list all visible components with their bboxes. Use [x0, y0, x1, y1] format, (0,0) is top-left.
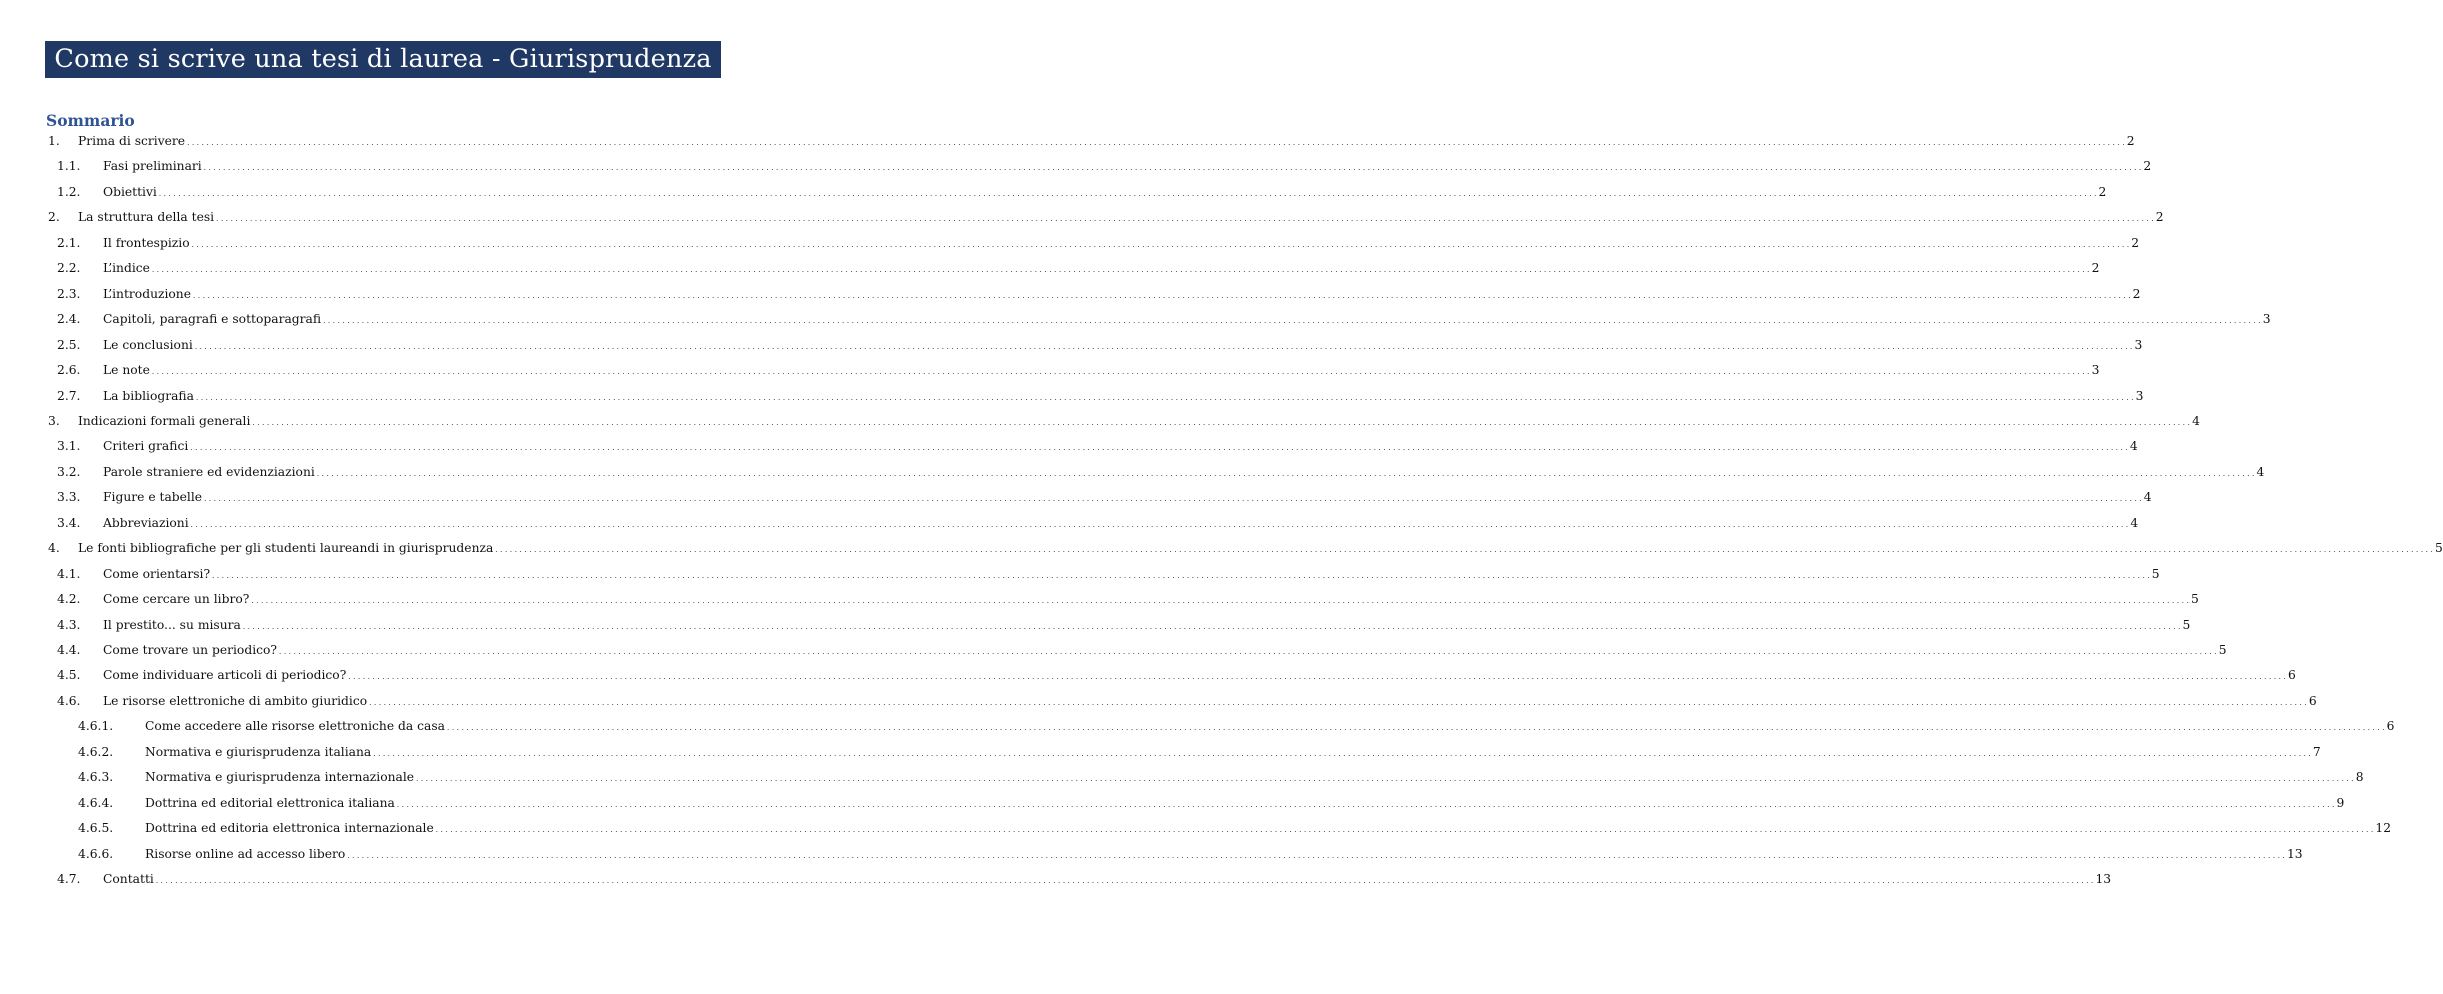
toc-entry[interactable]: [57, 564, 2160, 582]
toc-entry-page: 7: [2312, 744, 2321, 759]
toc-entry-label: L’introduzione: [103, 286, 192, 301]
toc-entry-page: 13: [2095, 872, 2112, 887]
toc-entry-page: 8: [2355, 770, 2364, 785]
toc-entry-number: 4.6.: [57, 693, 81, 708]
toc-entry-page: 4: [2130, 515, 2139, 530]
toc-entry-number: 4.6.1.: [78, 719, 114, 734]
toc-entry-label: La bibliografia: [103, 388, 194, 403]
toc-entry-label: Come accedere alle risorse elettroniche da casa: [145, 719, 446, 734]
toc-dot-leader: . . . . . . . . . . . . . . . . . . . . . . . . . . . . . . . . . . . . . . . . . . . . . . . . . . . . . . . . . . . . . . . . . . . . . . . . . . . . . . . . . . . . . . . . . . . . . . . . . . . . . . . . . . . . . . . . . . . . . . . . . . . . . . . . . . . . . . . . . . . . . . . . . . . . . . . . . . . . . . . . . . . . . . . . . . . . . . . . . . . . . . . . . . . . . . . . . . . . . . . . . . . . . . . . . . . . . . . . . . . . . . . . . . . . . . . . . . . . . . . . . . . . . . . . . . . . . . . . . . . . . . . . . . . . . . . . . . . . . . . . . . . . . . . . . . . . . . . . . . . . . . . . . . . . . . . . . . . . . . . . . . . . . . . . . . . . . . . . . . . . . . . . . . . . . . . . . . . . . . . . . . . . . . . . . . . . . . . . . . . . . . . . . . . . . . . . . . . . . . . .: [216, 215, 2154, 224]
toc-entry-page: 2: [2131, 235, 2140, 250]
toc-entry-number: 4.4.: [57, 643, 81, 657]
toc-dot-leader: . . . . . . . . . . . . . . . . . . . . . . . . . . . . . . . . . . . . . . . . . . . . . . . . . . . . . . . . . . . . . . . . . . . . . . . . . . . . . . . . . . . . . . . . . . . . . . . . . . . . . . . . . . . . . . . . . . . . . . . . . . . . . . . . . . . . . . . . . . . . . . . . . . . . . . . . . . . . . . . . . . . . . . . . . . . . . . . . . . . . . . . . . . . . . . . . . . . . . . . . . . . . . . . . . . . . . . . . . . . . . . . . . . . . . . . . . . . . . . . . . . . . . . . . . . . . . . . . . . . . . . . . . . . . . . . . . . . . . . . . . . . . . . . . . . . . . . . . . . . . . . . . . . . . . . . . . . . . . . . . . . . . . . . . . . . . . . . . . . . . . . . . . . . . . . . . . . . . . . . . . . . . . . . . . . . . . . . . . . . . . . . . . . . . . . . . . . . . . . . .: [347, 851, 2285, 860]
toc-entry-label: L’indice: [103, 261, 150, 276]
toc-entry-label: Il frontespizio: [103, 235, 190, 250]
toc-dot-leader: . . . . . . . . . . . . . . . . . . . . . . . . . . . . . . . . . . . . . . . . . . . . . . . . . . . . . . . . . . . . . . . . . . . . . . . . . . . . . . . . . . . . . . . . . . . . . . . . . . . . . . . . . . . . . . . . . . . . . . . . . . . . . . . . . . . . . . . . . . . . . . . . . . . . . . . . . . . . . . . . . . . . . . . . . . . . . . . . . . . . . . . . . . . . . . . . . . . . . . . . . . . . . . . . . . . . . . . . . . . . . . . . . . . . . . . . . . . . . . . . . . . . . . . . . . . . . . . . . . . . . . . . . . . . . . . . . . . . . . . . . . . . . . . . . . . . . . . . . . . . . . . . . . . . . . . . . . . . . . . . . . . . . . . . . . . . . . . . . . . . . . . . . . . . . . . . . . . . . . . . . . . . . . . . . . . . . . . . . . . . . . . . . . . . . . . . . . . . . . . .: [193, 291, 2131, 300]
toc-entry-page: 6: [2386, 719, 2395, 734]
toc-entry-page: 2: [2091, 261, 2100, 276]
toc-dot-leader: . . . . . . . . . . . . . . . . . . . . . . . . . . . . . . . . . . . . . . . . . . . . . . . . . . . . . . . . . . . . . . . . . . . . . . . . . . . . . . . . . . . . . . . . . . . . . . . . . . . . . . . . . . . . . . . . . . . . . . . . . . . . . . . . . . . . . . . . . . . . . . . . . . . . . . . . . . . . . . . . . . . . . . . . . . . . . . . . . . . . . . . . . . . . . . . . . . . . . . . . . . . . . . . . . . . . . . . . . . . . . . . . . . . . . . . . . . . . . . . . . . . . . . . . . . . . . . . . . . . . . . . . . . . . . . . . . . . . . . . . . . . . . . . . . . . . . . . . . . . . . . . . . . . . . . . . . . . . . . . . . . . . . . . . . . . . . . . . . . . . . . . . . . . . . . . . . . . . . . . . . . . . . . . . . . . . . . . . . . . . . . . . . . . . . . . . . . . . . . . .: [155, 877, 2094, 886]
toc-entry-number: 2.3.: [57, 286, 81, 301]
toc-entry-number: 4.6.4.: [78, 795, 114, 810]
toc-entry-number: 4.2.: [57, 592, 81, 607]
toc-dot-leader: . . . . . . . . . . . . . . . . . . . . . . . . . . . . . . . . . . . . . . . . . . . . . . . . . . . . . . . . . . . . . . . . . . . . . . . . . . . . . . . . . . . . . . . . . . . . . . . . . . . . . . . . . . . . . . . . . . . . . . . . . . . . . . . . . . . . . . . . . . . . . . . . . . . . . . . . . . . . . . . . . . . . . . . . . . . . . . . . . . . . . . . . . . . . . . . . . . . . . . . . . . . . . . . . . . . . . . . . . . . . . . . . . . . . . . . . . . . . . . . . . . . . . . . . . . . . . . . . . . . . . . . . . . . . . . . . . . . . . . . . . . . . . . . . . . . . . . . . . . . . . . . . . . . . . . . . . . . . . . . . . . . . . . . . . . . . . . . . . . . . . . . . . . . . . . . . . . . . . . . . . . . . . . . . . . . . . . . . . . . . . . . . . . . . . . . . . . . . . . . .: [252, 418, 2191, 427]
toc-entry-label: Fasi preliminari: [103, 159, 202, 174]
toc-entry[interactable]: [57, 462, 2265, 480]
toc-entry-number: 2.2.: [57, 261, 81, 276]
toc-entry[interactable]: [57, 233, 2140, 251]
toc-entry[interactable]: [78, 844, 2303, 862]
toc-entry-label: Come trovare un periodico?: [103, 643, 278, 657]
toc-dot-leader: . . . . . . . . . . . . . . . . . . . . . . . . . . . . . . . . . . . . . . . . . . . . . . . . . . . . . . . . . . . . . . . . . . . . . . . . . . . . . . . . . . . . . . . . . . . . . . . . . . . . . . . . . . . . . . . . . . . . . . . . . . . . . . . . . . . . . . . . . . . . . . . . . . . . . . . . . . . . . . . . . . . . . . . . . . . . . . . . . . . . . . . . . . . . . . . . . . . . . . . . . . . . . . . . . . . . . . . . . . . . . . . . . . . . . . . . . . . . . . . . . . . . . . . . . . . . . . . . . . . . . . . . . . . . . . . . . . . . . . . . . . . . . . . . . . . . . . . . . . . . . . . . . . . . . . . . . . . . . . . . . . . . . . . . . . . . . . . . . . . . . . . . . . . . . . . . . . . . . . . . . . . . . . . . . . . . . . . . . . . . . . . . . . . . . . . . . . . . . . . .: [203, 164, 2142, 173]
toc-dot-leader: . . . . . . . . . . . . . . . . . . . . . . . . . . . . . . . . . . . . . . . . . . . . . . . . . . . . . . . . . . . . . . . . . . . . . . . . . . . . . . . . . . . . . . . . . . . . . . . . . . . . . . . . . . . . . . . . . . . . . . . . . . . . . . . . . . . . . . . . . . . . . . . . . . . . . . . . . . . . . . . . . . . . . . . . . . . . . . . . . . . . . . . . . . . . . . . . . . . . . . . . . . . . . . . . . . . . . . . . . . . . . . . . . . . . . . . . . . . . . . . . . . . . . . . . . . . . . . . . . . . . . . . . . . . . . . . . . . . . . . . . . . . . . . . . . . . . . . . . . . . . . . . . . . . . . . . . . . . . . . . . . . . . . . . . . . . . . . . . . . . . . . . . . . . . . . . . . . . . . . . . . . . . . . . . . . . . . . . . . . . . . . . . . . . . . . . . . . . . . . . .: [151, 368, 2090, 377]
toc-entry-label: Risorse online ad accesso libero: [145, 846, 346, 861]
toc-entry-number: 4.6.6.: [78, 846, 114, 861]
toc-entry-page: 5: [2182, 617, 2191, 632]
toc-entry[interactable]: [57, 284, 2141, 302]
toc-entry-label: Il prestito... su misura: [103, 617, 241, 632]
toc-entry-number: 3.4.: [57, 515, 81, 530]
toc-entry-page: 3: [2091, 363, 2100, 378]
toc-entry-label: Come individuare articoli di periodico?: [103, 668, 347, 683]
toc-entry[interactable]: [48, 131, 2135, 149]
toc-entry[interactable]: [57, 869, 2112, 887]
toc-dot-leader: . . . . . . . . . . . . . . . . . . . . . . . . . . . . . . . . . . . . . . . . . . . . . . . . . . . . . . . . . . . . . . . . . . . . . . . . . . . . . . . . . . . . . . . . . . . . . . . . . . . . . . . . . . . . . . . . . . . . . . . . . . . . . . . . . . . . . . . . . . . . . . . . . . . . . . . . . . . . . . . . . . . . . . . . . . . . . . . . . . . . . . . . . . . . . . . . . . . . . . . . . . . . . . . . . . . . . . . . . . . . . . . . . . . . . . . . . . . . . . . . . . . . . . . . . . . . . . . . . . . . . . . . . . . . . . . . . . . . . . . . . . . . . . . . . . . . . . . . . . . . . . . . . . . . . . . . . . . . . . . . . . . . . . . . . . . . . . . . . . . . . . . . . . . . . . . . . . . . . . . . . . . . . . . . . . . . . . . . . . . . . . . . . . . . . . . . . . . . . . . .: [495, 546, 2433, 555]
toc-entry-label: Parole straniere ed evidenziazioni: [103, 464, 315, 479]
toc-entry-label: Prima di scrivere: [78, 134, 186, 148]
toc-entry-label: Normativa e giurisprudenza italiana: [145, 744, 372, 759]
toc-entry-page: 2: [2155, 210, 2164, 225]
toc-entry-page: 6: [2308, 693, 2317, 708]
toc-entry-page: 3: [2262, 312, 2271, 327]
toc-entry-number: 4.6.3.: [78, 770, 114, 785]
toc-entry-page: 5: [2434, 541, 2443, 556]
toc-entry[interactable]: [78, 767, 2364, 785]
toc-entry-page: 2: [2143, 159, 2152, 174]
toc-entry-number: 2.4.: [57, 312, 81, 327]
toc-entry[interactable]: [57, 436, 2138, 454]
toc-entry-label: Come cercare un libro?: [103, 592, 250, 607]
toc-dot-leader: . . . . . . . . . . . . . . . . . . . . . . . . . . . . . . . . . . . . . . . . . . . . . . . . . . . . . . . . . . . . . . . . . . . . . . . . . . . . . . . . . . . . . . . . . . . . . . . . . . . . . . . . . . . . . . . . . . . . . . . . . . . . . . . . . . . . . . . . . . . . . . . . . . . . . . . . . . . . . . . . . . . . . . . . . . . . . . . . . . . . . . . . . . . . . . . . . . . . . . . . . . . . . . . . . . . . . . . . . . . . . . . . . . . . . . . . . . . . . . . . . . . . . . . . . . . . . . . . . . . . . . . . . . . . . . . . . . . . . . . . . . . . . . . . . . . . . . . . . . . . . . . . . . . . . . . . . . . . . . . . . . . . . . . . . . . . . . . . . . . . . . . . . . . . . . . . . . . . . . . . . . . . . . . . . . . . . . . . . . . . . . . . . . . . . . . . . . . . . . . .: [187, 139, 2125, 147]
toc-entry-number: 4.6.5.: [78, 821, 114, 836]
toc-entry[interactable]: [57, 691, 2317, 709]
toc-entry-page: 4: [2143, 490, 2152, 505]
toc-dot-leader: . . . . . . . . . . . . . . . . . . . . . . . . . . . . . . . . . . . . . . . . . . . . . . . . . . . . . . . . . . . . . . . . . . . . . . . . . . . . . . . . . . . . . . . . . . . . . . . . . . . . . . . . . . . . . . . . . . . . . . . . . . . . . . . . . . . . . . . . . . . . . . . . . . . . . . . . . . . . . . . . . . . . . . . . . . . . . . . . . . . . . . . . . . . . . . . . . . . . . . . . . . . . . . . . . . . . . . . . . . . . . . . . . . . . . . . . . . . . . . . . . . . . . . . . . . . . . . . . . . . . . . . . . . . . . . . . . . . . . . . . . . . . . . . . . . . . . . . . . . . . . . . . . . . . . . . . . . . . . . . . . . . . . . . . . . . . . . . . . . . . . . . . . . . . . . . . . . . . . . . . . . . . . . . . . . . . . . . . . . . . . . . . . . . . . . . . . . . . . . . .: [194, 342, 2133, 351]
toc-entry-number: 2.5.: [57, 337, 81, 352]
toc-entry[interactable]: [57, 589, 2199, 607]
toc-dot-leader: . . . . . . . . . . . . . . . . . . . . . . . . . . . . . . . . . . . . . . . . . . . . . . . . . . . . . . . . . . . . . . . . . . . . . . . . . . . . . . . . . . . . . . . . . . . . . . . . . . . . . . . . . . . . . . . . . . . . . . . . . . . . . . . . . . . . . . . . . . . . . . . . . . . . . . . . . . . . . . . . . . . . . . . . . . . . . . . . . . . . . . . . . . . . . . . . . . . . . . . . . . . . . . . . . . . . . . . . . . . . . . . . . . . . . . . . . . . . . . . . . . . . . . . . . . . . . . . . . . . . . . . . . . . . . . . . . . . . . . . . . . . . . . . . . . . . . . . . . . . . . . . . . . . . . . . . . . . . . . . . . . . . . . . . . . . . . . . . . . . . . . . . . . . . . . . . . . . . . . . . . . . . . . . . . . . . . . . . . . . . . . . . . . . . . . . . . . . . . . . .: [251, 597, 2189, 606]
toc-entry-number: 3.3.: [57, 490, 81, 505]
toc-entry[interactable]: [57, 156, 2152, 174]
toc-entry-page: 3: [2134, 337, 2143, 352]
toc-entry-number: 4.: [48, 541, 60, 556]
toc-entry-page: 5: [2218, 643, 2227, 657]
toc-heading: Sommario: [46, 111, 135, 130]
toc-entry-page: 3: [2135, 388, 2144, 403]
toc-dot-leader: . . . . . . . . . . . . . . . . . . . . . . . . . . . . . . . . . . . . . . . . . . . . . . . . . . . . . . . . . . . . . . . . . . . . . . . . . . . . . . . . . . . . . . . . . . . . . . . . . . . . . . . . . . . . . . . . . . . . . . . . . . . . . . . . . . . . . . . . . . . . . . . . . . . . . . . . . . . . . . . . . . . . . . . . . . . . . . . . . . . . . . . . . . . . . . . . . . . . . . . . . . . . . . . . . . . . . . . . . . . . . . . . . . . . . . . . . . . . . . . . . . . . . . . . . . . . . . . . . . . . . . . . . . . . . . . . . . . . . . . . . . . . . . . . . . . . . . . . . . . . . . . . . . . . . . . . . . . . . . . . . . . . . . . . . . . . . . . . . . . . . . . . . . . . . . . . . . . . . . . . . . . . . . . . . . . . . . . . . . . . . . . . . . . . . . . . . . . . . . . .: [416, 775, 2354, 784]
toc-dot-leader: . . . . . . . . . . . . . . . . . . . . . . . . . . . . . . . . . . . . . . . . . . . . . . . . . . . . . . . . . . . . . . . . . . . . . . . . . . . . . . . . . . . . . . . . . . . . . . . . . . . . . . . . . . . . . . . . . . . . . . . . . . . . . . . . . . . . . . . . . . . . . . . . . . . . . . . . . . . . . . . . . . . . . . . . . . . . . . . . . . . . . . . . . . . . . . . . . . . . . . . . . . . . . . . . . . . . . . . . . . . . . . . . . . . . . . . . . . . . . . . . . . . . . . . . . . . . . . . . . . . . . . . . . . . . . . . . . . . . . . . . . . . . . . . . . . . . . . . . . . . . . . . . . . . . . . . . . . . . . . . . . . . . . . . . . . . . . . . . . . . . . . . . . . . . . . . . . . . . . . . . . . . . . . . . . . . . . . . . . . . . . . . . . . . . . . . . . . . . . . . .: [435, 826, 2374, 835]
toc-entry-page: 4: [2129, 439, 2138, 454]
toc-entry[interactable]: [57, 335, 2143, 353]
toc-entry-number: 4.7.: [57, 872, 81, 887]
toc-entry-page: 5: [2191, 592, 2199, 607]
toc-entry-label: Dottrina ed editorial elettronica italiana: [145, 795, 395, 810]
toc-entry[interactable]: [57, 487, 2152, 505]
toc-entry-page: 4: [2192, 413, 2200, 428]
toc-entry[interactable]: [57, 182, 2107, 200]
toc-entry[interactable]: [48, 538, 2443, 556]
toc-dot-leader: . . . . . . . . . . . . . . . . . . . . . . . . . . . . . . . . . . . . . . . . . . . . . . . . . . . . . . . . . . . . . . . . . . . . . . . . . . . . . . . . . . . . . . . . . . . . . . . . . . . . . . . . . . . . . . . . . . . . . . . . . . . . . . . . . . . . . . . . . . . . . . . . . . . . . . . . . . . . . . . . . . . . . . . . . . . . . . . . . . . . . . . . . . . . . . . . . . . . . . . . . . . . . . . . . . . . . . . . . . . . . . . . . . . . . . . . . . . . . . . . . . . . . . . . . . . . . . . . . . . . . . . . . . . . . . . . . . . . . . . . . . . . . . . . . . . . . . . . . . . . . . . . . . . . . . . . . . . . . . . . . . . . . . . . . . . . . . . . . . . . . . . . . . . . . . . . . . . . . . . . . . . . . . . . . . . . . . . . . . . . . . . . . . . . . . . . . . . . . . . .: [195, 393, 2134, 402]
toc-entry[interactable]: [57, 360, 2100, 378]
toc-dot-leader: . . . . . . . . . . . . . . . . . . . . . . . . . . . . . . . . . . . . . . . . . . . . . . . . . . . . . . . . . . . . . . . . . . . . . . . . . . . . . . . . . . . . . . . . . . . . . . . . . . . . . . . . . . . . . . . . . . . . . . . . . . . . . . . . . . . . . . . . . . . . . . . . . . . . . . . . . . . . . . . . . . . . . . . . . . . . . . . . . . . . . . . . . . . . . . . . . . . . . . . . . . . . . . . . . . . . . . . . . . . . . . . . . . . . . . . . . . . . . . . . . . . . . . . . . . . . . . . . . . . . . . . . . . . . . . . . . . . . . . . . . . . . . . . . . . . . . . . . . . . . . . . . . . . . . . . . . . . . . . . . . . . . . . . . . . . . . . . . . . . . . . . . . . . . . . . . . . . . . . . . . . . . . . . . . . . . . . . . . . . . . . . . . . . . . . . . . . . . . . . .: [204, 495, 2142, 504]
toc-entry-label: Capitoli, paragrafi e sottoparagrafi: [103, 312, 322, 327]
toc-entry-label: Criteri grafici: [103, 439, 189, 454]
toc-entry[interactable]: [78, 742, 2321, 760]
toc-entry-number: 1.: [48, 134, 60, 148]
toc-dot-leader: . . . . . . . . . . . . . . . . . . . . . . . . . . . . . . . . . . . . . . . . . . . . . . . . . . . . . . . . . . . . . . . . . . . . . . . . . . . . . . . . . . . . . . . . . . . . . . . . . . . . . . . . . . . . . . . . . . . . . . . . . . . . . . . . . . . . . . . . . . . . . . . . . . . . . . . . . . . . . . . . . . . . . . . . . . . . . . . . . . . . . . . . . . . . . . . . . . . . . . . . . . . . . . . . . . . . . . . . . . . . . . . . . . . . . . . . . . . . . . . . . . . . . . . . . . . . . . . . . . . . . . . . . . . . . . . . . . . . . . . . . . . . . . . . . . . . . . . . . . . . . . . . . . . . . . . . . . . . . . . . . . . . . . . . . . . . . . . . . . . . . . . . . . . . . . . . . . . . . . . . . . . . . . . . . . . . . . . . . . . . . . . . . . . . . . . . . . . . . . . .: [323, 317, 2261, 326]
toc-dot-leader: . . . . . . . . . . . . . . . . . . . . . . . . . . . . . . . . . . . . . . . . . . . . . . . . . . . . . . . . . . . . . . . . . . . . . . . . . . . . . . . . . . . . . . . . . . . . . . . . . . . . . . . . . . . . . . . . . . . . . . . . . . . . . . . . . . . . . . . . . . . . . . . . . . . . . . . . . . . . . . . . . . . . . . . . . . . . . . . . . . . . . . . . . . . . . . . . . . . . . . . . . . . . . . . . . . . . . . . . . . . . . . . . . . . . . . . . . . . . . . . . . . . . . . . . . . . . . . . . . . . . . . . . . . . . . . . . . . . . . . . . . . . . . . . . . . . . . . . . . . . . . . . . . . . . . . . . . . . . . . . . . . . . . . . . . . . . . . . . . . . . . . . . . . . . . . . . . . . . . . . . . . . . . . . . . . . . . . . . . . . . . . . . . . . . . . . . . . . . . . . .: [369, 698, 2307, 707]
toc-entry-label: La struttura della tesi: [78, 210, 215, 225]
toc-entry-number: 1.1.: [57, 159, 81, 174]
toc-dot-leader: . . . . . . . . . . . . . . . . . . . . . . . . . . . . . . . . . . . . . . . . . . . . . . . . . . . . . . . . . . . . . . . . . . . . . . . . . . . . . . . . . . . . . . . . . . . . . . . . . . . . . . . . . . . . . . . . . . . . . . . . . . . . . . . . . . . . . . . . . . . . . . . . . . . . . . . . . . . . . . . . . . . . . . . . . . . . . . . . . . . . . . . . . . . . . . . . . . . . . . . . . . . . . . . . . . . . . . . . . . . . . . . . . . . . . . . . . . . . . . . . . . . . . . . . . . . . . . . . . . . . . . . . . . . . . . . . . . . . . . . . . . . . . . . . . . . . . . . . . . . . . . . . . . . . . . . . . . . . . . . . . . . . . . . . . . . . . . . . . . . . . . . . . . . . . . . . . . . . . . . . . . . . . . . . . . . . . . . . . . . . . . . . . . . . . . . . . . . . . . . .: [348, 673, 2286, 682]
toc-entry[interactable]: [57, 258, 2100, 276]
toc-entry-label: Indicazioni formali generali: [78, 413, 251, 428]
toc-entry[interactable]: [57, 309, 2271, 327]
toc-entry-page: 5: [2151, 566, 2160, 581]
toc-dot-leader: . . . . . . . . . . . . . . . . . . . . . . . . . . . . . . . . . . . . . . . . . . . . . . . . . . . . . . . . . . . . . . . . . . . . . . . . . . . . . . . . . . . . . . . . . . . . . . . . . . . . . . . . . . . . . . . . . . . . . . . . . . . . . . . . . . . . . . . . . . . . . . . . . . . . . . . . . . . . . . . . . . . . . . . . . . . . . . . . . . . . . . . . . . . . . . . . . . . . . . . . . . . . . . . . . . . . . . . . . . . . . . . . . . . . . . . . . . . . . . . . . . . . . . . . . . . . . . . . . . . . . . . . . . . . . . . . . . . . . . . . . . . . . . . . . . . . . . . . . . . . . . . . . . . . . . . . . . . . . . . . . . . . . . . . . . . . . . . . . . . . . . . . . . . . . . . . . . . . . . . . . . . . . . . . . . . . . . . . . . . . . . . . . . . . . . . . . . . . . . . .: [396, 800, 2335, 809]
toc-entry-label: Le fonti bibliografiche per gli studenti laureandi in giurisprudenza: [78, 541, 494, 556]
toc-entry-page: 4: [2256, 464, 2265, 479]
toc-entry-number: 1.2.: [57, 184, 81, 199]
toc-entry[interactable]: [78, 818, 2392, 836]
toc-entry-page: 6: [2287, 668, 2296, 683]
toc-entry-label: Contatti: [103, 872, 154, 887]
toc-entry-number: 2.1.: [57, 235, 81, 250]
toc-dot-leader: . . . . . . . . . . . . . . . . . . . . . . . . . . . . . . . . . . . . . . . . . . . . . . . . . . . . . . . . . . . . . . . . . . . . . . . . . . . . . . . . . . . . . . . . . . . . . . . . . . . . . . . . . . . . . . . . . . . . . . . . . . . . . . . . . . . . . . . . . . . . . . . . . . . . . . . . . . . . . . . . . . . . . . . . . . . . . . . . . . . . . . . . . . . . . . . . . . . . . . . . . . . . . . . . . . . . . . . . . . . . . . . . . . . . . . . . . . . . . . . . . . . . . . . . . . . . . . . . . . . . . . . . . . . . . . . . . . . . . . . . . . . . . . . . . . . . . . . . . . . . . . . . . . . . . . . . . . . . . . . . . . . . . . . . . . . . . . . . . . . . . . . . . . . . . . . . . . . . . . . . . . . . . . . . . . . . . . . . . . . . . . . . . . . . . . . . . . . . . . . .: [316, 469, 2255, 478]
toc-entry-number: 4.3.: [57, 617, 81, 632]
toc-entry-page: 2: [2098, 184, 2107, 199]
toc-entry[interactable]: [57, 615, 2191, 633]
toc-entry-number: 4.6.2.: [78, 744, 114, 759]
toc-entry[interactable]: [48, 207, 2164, 225]
toc-entry-number: 4.1.: [57, 566, 81, 581]
toc-entry-page: 2: [2132, 286, 2141, 301]
toc-entry-page: 2: [2126, 134, 2135, 148]
toc-entry-number: 4.5.: [57, 668, 81, 683]
toc-entry-number: 2.: [48, 210, 60, 225]
toc-dot-leader: . . . . . . . . . . . . . . . . . . . . . . . . . . . . . . . . . . . . . . . . . . . . . . . . . . . . . . . . . . . . . . . . . . . . . . . . . . . . . . . . . . . . . . . . . . . . . . . . . . . . . . . . . . . . . . . . . . . . . . . . . . . . . . . . . . . . . . . . . . . . . . . . . . . . . . . . . . . . . . . . . . . . . . . . . . . . . . . . . . . . . . . . . . . . . . . . . . . . . . . . . . . . . . . . . . . . . . . . . . . . . . . . . . . . . . . . . . . . . . . . . . . . . . . . . . . . . . . . . . . . . . . . . . . . . . . . . . . . . . . . . . . . . . . . . . . . . . . . . . . . . . . . . . . . . . . . . . . . . . . . . . . . . . . . . . . . . . . . . . . . . . . . . . . . . . . . . . . . . . . . . . . . . . . . . . . . . . . . . . . . . . . . . . . . . . . . . . . . . . . .: [190, 520, 2129, 529]
toc-entry[interactable]: [78, 793, 2345, 811]
toc-entry-number: 3.2.: [57, 464, 81, 479]
toc-dot-leader: . . . . . . . . . . . . . . . . . . . . . . . . . . . . . . . . . . . . . . . . . . . . . . . . . . . . . . . . . . . . . . . . . . . . . . . . . . . . . . . . . . . . . . . . . . . . . . . . . . . . . . . . . . . . . . . . . . . . . . . . . . . . . . . . . . . . . . . . . . . . . . . . . . . . . . . . . . . . . . . . . . . . . . . . . . . . . . . . . . . . . . . . . . . . . . . . . . . . . . . . . . . . . . . . . . . . . . . . . . . . . . . . . . . . . . . . . . . . . . . . . . . . . . . . . . . . . . . . . . . . . . . . . . . . . . . . . . . . . . . . . . . . . . . . . . . . . . . . . . . . . . . . . . . . . . . . . . . . . . . . . . . . . . . . . . . . . . . . . . . . . . . . . . . . . . . . . . . . . . . . . . . . . . . . . . . . . . . . . . . . . . . . . . . . . . . . . . . . . . . .: [242, 622, 2181, 631]
toc-entry[interactable]: [57, 640, 2227, 658]
toc-entry-number: 2.7.: [57, 388, 81, 403]
toc-entry-label: Abbreviazioni: [103, 515, 189, 530]
toc-entry-number: 2.6.: [57, 363, 81, 378]
toc-entry[interactable]: [78, 716, 2395, 734]
toc-entry-label: Figure e tabelle: [103, 490, 203, 505]
toc-dot-leader: . . . . . . . . . . . . . . . . . . . . . . . . . . . . . . . . . . . . . . . . . . . . . . . . . . . . . . . . . . . . . . . . . . . . . . . . . . . . . . . . . . . . . . . . . . . . . . . . . . . . . . . . . . . . . . . . . . . . . . . . . . . . . . . . . . . . . . . . . . . . . . . . . . . . . . . . . . . . . . . . . . . . . . . . . . . . . . . . . . . . . . . . . . . . . . . . . . . . . . . . . . . . . . . . . . . . . . . . . . . . . . . . . . . . . . . . . . . . . . . . . . . . . . . . . . . . . . . . . . . . . . . . . . . . . . . . . . . . . . . . . . . . . . . . . . . . . . . . . . . . . . . . . . . . . . . . . . . . . . . . . . . . . . . . . . . . . . . . . . . . . . . . . . . . . . . . . . . . . . . . . . . . . . . . . . . . . . . . . . . . . . . . . . . . . . . . . . . . . . . .: [190, 444, 2128, 453]
toc-entry-label: Le risorse elettroniche di ambito giuridico: [103, 693, 368, 708]
toc-entry-number: 3.1.: [57, 439, 81, 454]
toc-entry-label: Normativa e giurisprudenza internazionale: [145, 770, 415, 785]
toc-dot-leader: . . . . . . . . . . . . . . . . . . . . . . . . . . . . . . . . . . . . . . . . . . . . . . . . . . . . . . . . . . . . . . . . . . . . . . . . . . . . . . . . . . . . . . . . . . . . . . . . . . . . . . . . . . . . . . . . . . . . . . . . . . . . . . . . . . . . . . . . . . . . . . . . . . . . . . . . . . . . . . . . . . . . . . . . . . . . . . . . . . . . . . . . . . . . . . . . . . . . . . . . . . . . . . . . . . . . . . . . . . . . . . . . . . . . . . . . . . . . . . . . . . . . . . . . . . . . . . . . . . . . . . . . . . . . . . . . . . . . . . . . . . . . . . . . . . . . . . . . . . . . . . . . . . . . . . . . . . . . . . . . . . . . . . . . . . . . . . . . . . . . . . . . . . . . . . . . . . . . . . . . . . . . . . . . . . . . . . . . . . . . . . . . . . . . . . . . . . . . . . . .: [158, 189, 2097, 198]
toc-entry[interactable]: [48, 411, 2200, 429]
toc-entry-label: Le conclusioni: [103, 337, 193, 352]
toc-entry-label: Dottrina ed editoria elettronica internazionale: [145, 821, 434, 836]
toc-entry[interactable]: [57, 386, 2144, 404]
toc-entry[interactable]: [57, 513, 2139, 531]
toc-entry-number: 3.: [48, 413, 60, 428]
toc-entry-page: 9: [2336, 795, 2345, 810]
toc-dot-leader: . . . . . . . . . . . . . . . . . . . . . . . . . . . . . . . . . . . . . . . . . . . . . . . . . . . . . . . . . . . . . . . . . . . . . . . . . . . . . . . . . . . . . . . . . . . . . . . . . . . . . . . . . . . . . . . . . . . . . . . . . . . . . . . . . . . . . . . . . . . . . . . . . . . . . . . . . . . . . . . . . . . . . . . . . . . . . . . . . . . . . . . . . . . . . . . . . . . . . . . . . . . . . . . . . . . . . . . . . . . . . . . . . . . . . . . . . . . . . . . . . . . . . . . . . . . . . . . . . . . . . . . . . . . . . . . . . . . . . . . . . . . . . . . . . . . . . . . . . . . . . . . . . . . . . . . . . . . . . . . . . . . . . . . . . . . . . . . . . . . . . . . . . . . . . . . . . . . . . . . . . . . . . . . . . . . . . . . . . . . . . . . . . . . . . . . . . . . . . . . .: [373, 749, 2311, 758]
toc-entry-label: Come orientarsi?: [103, 566, 211, 581]
toc-dot-leader: . . . . . . . . . . . . . . . . . . . . . . . . . . . . . . . . . . . . . . . . . . . . . . . . . . . . . . . . . . . . . . . . . . . . . . . . . . . . . . . . . . . . . . . . . . . . . . . . . . . . . . . . . . . . . . . . . . . . . . . . . . . . . . . . . . . . . . . . . . . . . . . . . . . . . . . . . . . . . . . . . . . . . . . . . . . . . . . . . . . . . . . . . . . . . . . . . . . . . . . . . . . . . . . . . . . . . . . . . . . . . . . . . . . . . . . . . . . . . . . . . . . . . . . . . . . . . . . . . . . . . . . . . . . . . . . . . . . . . . . . . . . . . . . . . . . . . . . . . . . . . . . . . . . . . . . . . . . . . . . . . . . . . . . . . . . . . . . . . . . . . . . . . . . . . . . . . . . . . . . . . . . . . . . . . . . . . . . . . . . . . . . . . . . . . . . . . . . . . . . .: [447, 724, 2385, 733]
toc-entry-label: Le note: [103, 363, 150, 378]
toc-entry-page: 12: [2375, 821, 2392, 836]
toc-entry-page: 13: [2286, 846, 2303, 861]
toc-dot-leader: . . . . . . . . . . . . . . . . . . . . . . . . . . . . . . . . . . . . . . . . . . . . . . . . . . . . . . . . . . . . . . . . . . . . . . . . . . . . . . . . . . . . . . . . . . . . . . . . . . . . . . . . . . . . . . . . . . . . . . . . . . . . . . . . . . . . . . . . . . . . . . . . . . . . . . . . . . . . . . . . . . . . . . . . . . . . . . . . . . . . . . . . . . . . . . . . . . . . . . . . . . . . . . . . . . . . . . . . . . . . . . . . . . . . . . . . . . . . . . . . . . . . . . . . . . . . . . . . . . . . . . . . . . . . . . . . . . . . . . . . . . . . . . . . . . . . . . . . . . . . . . . . . . . . . . . . . . . . . . . . . . . . . . . . . . . . . . . . . . . . . . . . . . . . . . . . . . . . . . . . . . . . . . . . . . . . . . . . . . . . . . . . . . . . . . . . . . . . . . . .: [151, 266, 2090, 275]
document-title: Come si scrive una tesi di laurea - Giurisprudenza: [45, 41, 721, 78]
toc-entry-label: Obiettivi: [103, 184, 157, 199]
toc-dot-leader: . . . . . . . . . . . . . . . . . . . . . . . . . . . . . . . . . . . . . . . . . . . . . . . . . . . . . . . . . . . . . . . . . . . . . . . . . . . . . . . . . . . . . . . . . . . . . . . . . . . . . . . . . . . . . . . . . . . . . . . . . . . . . . . . . . . . . . . . . . . . . . . . . . . . . . . . . . . . . . . . . . . . . . . . . . . . . . . . . . . . . . . . . . . . . . . . . . . . . . . . . . . . . . . . . . . . . . . . . . . . . . . . . . . . . . . . . . . . . . . . . . . . . . . . . . . . . . . . . . . . . . . . . . . . . . . . . . . . . . . . . . . . . . . . . . . . . . . . . . . . . . . . . . . . . . . . . . . . . . . . . . . . . . . . . . . . . . . . . . . . . . . . . . . . . . . . . . . . . . . . . . . . . . . . . . . . . . . . . . . . . . . . . . . . . . . . . . . . . . . .: [191, 240, 2130, 249]
toc-dot-leader: . . . . . . . . . . . . . . . . . . . . . . . . . . . . . . . . . . . . . . . . . . . . . . . . . . . . . . . . . . . . . . . . . . . . . . . . . . . . . . . . . . . . . . . . . . . . . . . . . . . . . . . . . . . . . . . . . . . . . . . . . . . . . . . . . . . . . . . . . . . . . . . . . . . . . . . . . . . . . . . . . . . . . . . . . . . . . . . . . . . . . . . . . . . . . . . . . . . . . . . . . . . . . . . . . . . . . . . . . . . . . . . . . . . . . . . . . . . . . . . . . . . . . . . . . . . . . . . . . . . . . . . . . . . . . . . . . . . . . . . . . . . . . . . . . . . . . . . . . . . . . . . . . . . . . . . . . . . . . . . . . . . . . . . . . . . . . . . . . . . . . . . . . . . . . . . . . . . . . . . . . . . . . . . . . . . . . . . . . . . . . . . . . . . . . . . . . . . . . . . .: [212, 571, 2150, 580]
toc-entry[interactable]: [57, 665, 2296, 683]
toc-dot-leader: . . . . . . . . . . . . . . . . . . . . . . . . . . . . . . . . . . . . . . . . . . . . . . . . . . . . . . . . . . . . . . . . . . . . . . . . . . . . . . . . . . . . . . . . . . . . . . . . . . . . . . . . . . . . . . . . . . . . . . . . . . . . . . . . . . . . . . . . . . . . . . . . . . . . . . . . . . . . . . . . . . . . . . . . . . . . . . . . . . . . . . . . . . . . . . . . . . . . . . . . . . . . . . . . . . . . . . . . . . . . . . . . . . . . . . . . . . . . . . . . . . . . . . . . . . . . . . . . . . . . . . . . . . . . . . . . . . . . . . . . . . . . . . . . . . . . . . . . . . . . . . . . . . . . . . . . . . . . . . . . . . . . . . . . . . . . . . . . . . . . . . . . . . . . . . . . . . . . . . . . . . . . . . . . . . . . . . . . . . . . . . . . . . . . . . . . . . . . . . . .: [279, 648, 2217, 656]
